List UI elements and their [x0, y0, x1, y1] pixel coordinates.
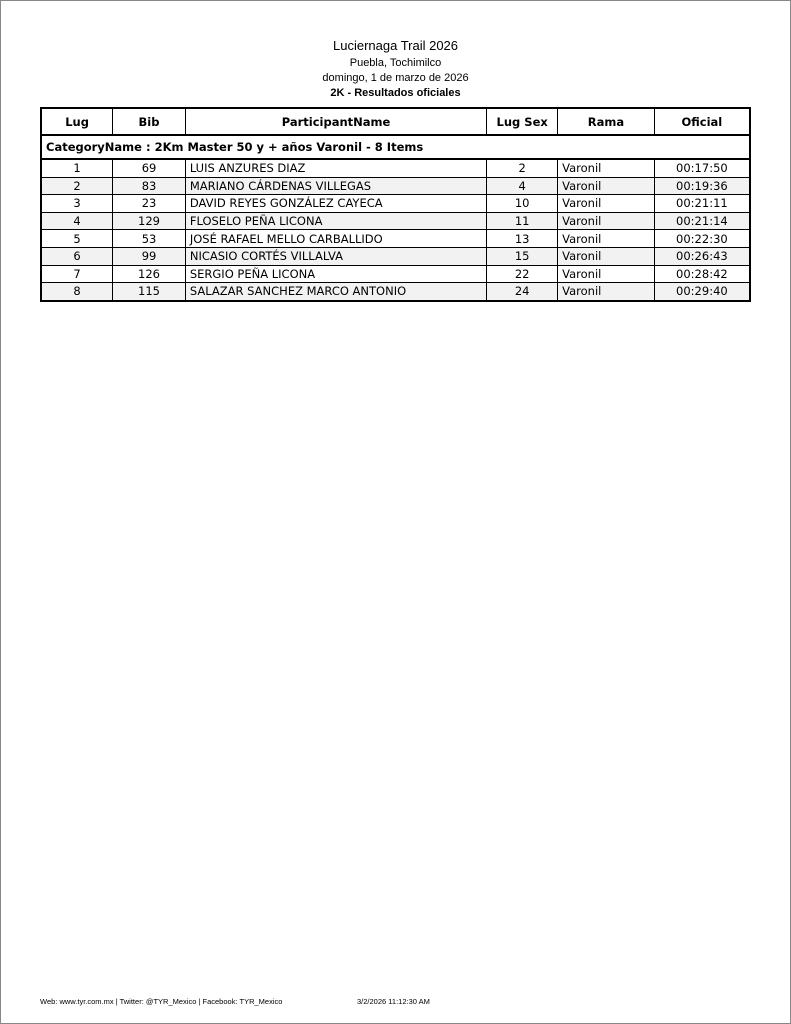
column-header-bib: Bib: [113, 108, 186, 135]
cell-lug-sex: 4: [487, 177, 558, 195]
cell-participant-name: FLOSELO PEÑA LICONA: [185, 212, 486, 230]
cell-participant-name: DAVID REYES GONZÁLEZ CAYECA: [185, 195, 486, 213]
table-row: [41, 230, 750, 248]
results-table: [40, 107, 751, 302]
table-row: [41, 265, 750, 283]
cell-lug: 2: [41, 177, 113, 195]
cell-lug-sex: 22: [487, 265, 558, 283]
cell-lug-sex: 2: [487, 159, 558, 177]
results-subtitle: 2K - Resultados oficiales: [330, 87, 461, 99]
column-header-rama: Rama: [558, 108, 655, 135]
cell-oficial: 00:19:36: [654, 177, 750, 195]
footer-timestamp: 3/2/2026 11:12:30 AM: [357, 997, 430, 1006]
cell-bib: 53: [113, 230, 186, 248]
category-row: [41, 135, 750, 159]
column-header-oficial: Oficial: [654, 108, 750, 135]
cell-bib: 83: [113, 177, 186, 195]
cell-participant-name: JOSÉ RAFAEL MELLO CARBALLIDO: [185, 230, 486, 248]
cell-bib: 115: [113, 283, 186, 301]
cell-participant-name: SALAZAR SANCHEZ MARCO ANTONIO: [185, 283, 486, 301]
cell-bib: 99: [113, 247, 186, 265]
cell-participant-name: MARIANO CÁRDENAS VILLEGAS: [185, 177, 486, 195]
event-title: Luciernaga Trail 2026: [332, 38, 459, 53]
column-header-lug: Lug: [41, 108, 113, 135]
cell-oficial: 00:29:40: [654, 283, 750, 301]
table-row: [41, 159, 750, 177]
event-date: domingo, 1 de marzo de 2026: [322, 72, 469, 84]
cell-rama: Varonil: [558, 247, 655, 265]
cell-oficial: 00:17:50: [654, 159, 750, 177]
cell-lug: 1: [41, 159, 113, 177]
cell-lug-sex: 13: [487, 230, 558, 248]
cell-participant-name: NICASIO CORTÉS VILLALVA: [185, 247, 486, 265]
cell-bib: 23: [113, 195, 186, 213]
category-name: CategoryName : 2Km Master 50 y + años Varonil - 8 Items: [41, 135, 750, 159]
cell-rama: Varonil: [558, 195, 655, 213]
table-row: [41, 195, 750, 213]
cell-rama: Varonil: [558, 230, 655, 248]
table-row: [41, 177, 750, 195]
cell-oficial: 00:28:42: [654, 265, 750, 283]
cell-bib: 129: [113, 212, 186, 230]
cell-participant-name: SERGIO PEÑA LICONA: [185, 265, 486, 283]
column-header-participant-name: ParticipantName: [185, 108, 486, 135]
table-row: [41, 283, 750, 301]
cell-rama: Varonil: [558, 283, 655, 301]
cell-oficial: 00:21:14: [654, 212, 750, 230]
cell-lug-sex: 10: [487, 195, 558, 213]
cell-rama: Varonil: [558, 177, 655, 195]
cell-lug: 4: [41, 212, 113, 230]
cell-lug: 6: [41, 247, 113, 265]
cell-lug: 3: [41, 195, 113, 213]
cell-lug-sex: 11: [487, 212, 558, 230]
cell-lug-sex: 15: [487, 247, 558, 265]
table-header-row: [41, 108, 750, 135]
cell-participant-name: LUIS ANZURES DIAZ: [185, 159, 486, 177]
table-row: [41, 212, 750, 230]
cell-lug-sex: 24: [487, 283, 558, 301]
table-row: [41, 247, 750, 265]
cell-lug: 5: [41, 230, 113, 248]
cell-lug: 7: [41, 265, 113, 283]
cell-oficial: 00:21:11: [654, 195, 750, 213]
column-header-lug-sex: Lug Sex: [487, 108, 558, 135]
cell-oficial: 00:26:43: [654, 247, 750, 265]
cell-rama: Varonil: [558, 265, 655, 283]
footer-links: Web: www.tyr.com.mx | Twitter: @TYR_Mexico | Facebook: TYR_Mexico: [40, 997, 283, 1006]
cell-rama: Varonil: [558, 212, 655, 230]
cell-rama: Varonil: [558, 159, 655, 177]
cell-bib: 126: [113, 265, 186, 283]
cell-lug: 8: [41, 283, 113, 301]
event-location: Puebla, Tochimilco: [349, 57, 442, 69]
cell-bib: 69: [113, 159, 186, 177]
cell-oficial: 00:22:30: [654, 230, 750, 248]
